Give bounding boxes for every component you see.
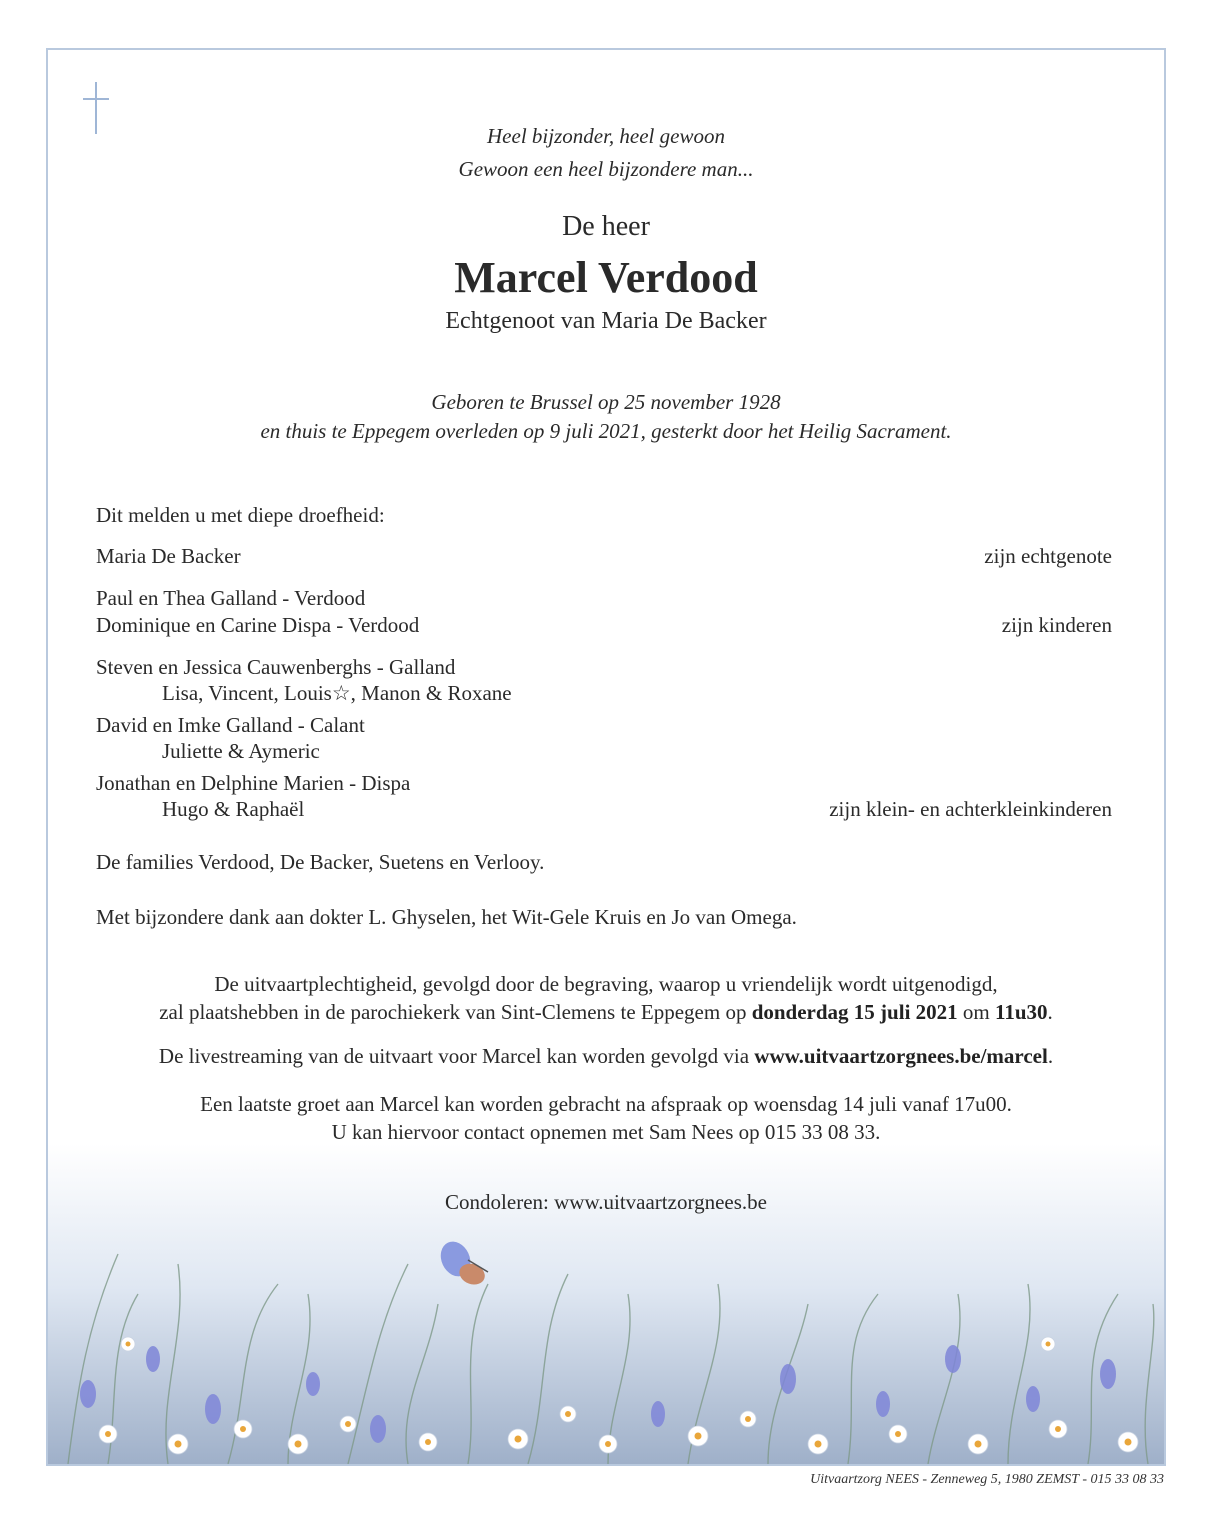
- mourner-name: Maria De Backer: [96, 544, 241, 568]
- relation-label: zijn echtgenote: [984, 544, 1112, 568]
- visit-line-2: U kan hiervoor contact opnemen met Sam Nees op 015 33 08 33.: [331, 1120, 881, 1144]
- ceremony-line-2: zal plaatshebben in de parochiekerk van Sint-Clemens te Eppegem op donderdag 15 juli 2021 om 11u30.: [159, 1000, 1053, 1024]
- family-children: Lisa, Vincent, Louis☆, Manon & Roxane: [162, 681, 512, 705]
- spouse-line: Echtgenoot van Maria De Backer: [445, 308, 767, 334]
- quote-line-1: Heel bijzonder, heel gewoon: [487, 124, 725, 148]
- family-children: Juliette & Aymeric: [162, 739, 320, 763]
- mourner-spouse: [96, 543, 1112, 570]
- funeral-home-footer: Uitvaartzorg NEES - Zenneweg 5, 1980 ZEMST - 015 33 08 33: [810, 1472, 1164, 1487]
- announcement-intro: Dit melden u met diepe droefheid:: [96, 503, 385, 527]
- obituary-card: [46, 48, 1166, 1466]
- mourner-name: Paul en Thea Galland - Verdood: [96, 586, 366, 610]
- family-parents: Jonathan en Delphine Marien - Dispa: [96, 771, 411, 795]
- life-dates: [48, 388, 1164, 446]
- death-line: en thuis te Eppegem overleden op 9 juli 2021, gesterkt door het Heilig Sacrament.: [260, 419, 952, 443]
- family-parents: Steven en Jessica Cauwenberghs - Galland: [96, 655, 456, 679]
- visit-info: [48, 1090, 1164, 1146]
- condolences-line: Condoleren: www.uitvaartzorgnees.be: [445, 1190, 767, 1214]
- ceremony-date: donderdag 15 juli 2021: [751, 1000, 958, 1024]
- relation-label: zijn kinderen: [1001, 613, 1112, 637]
- deceased-name: Marcel Verdood: [454, 253, 758, 302]
- ceremony-line-1: De uitvaartplechtigheid, gevolgd door de begraving, waarop u vriendelijk wordt uitgenodigd,: [214, 972, 998, 996]
- livestream-link[interactable]: www.uitvaartzorgnees.be/marcel: [754, 1044, 1048, 1068]
- family-parents: David en Imke Galland - Calant: [96, 713, 365, 737]
- ceremony-info: [48, 970, 1164, 1026]
- families-line: De families Verdood, De Backer, Suetens en Verlooy.: [96, 850, 545, 874]
- thanks-line: Met bijzondere dank aan dokter L. Ghyselen, het Wit-Gele Kruis en Jo van Omega.: [96, 905, 797, 929]
- mourner-grandchildren: [96, 654, 1112, 822]
- visit-line-1: Een laatste groet aan Marcel kan worden gebracht na afspraak op woensdag 14 juli vanaf 17u00.: [200, 1092, 1012, 1116]
- ceremony-time: 11u30: [995, 1000, 1048, 1024]
- mourner-name: Dominique en Carine Dispa - Verdood: [96, 613, 420, 637]
- family-children: Hugo & Raphaël: [162, 797, 305, 821]
- relation-label: zijn klein- en achterkleinkinderen: [829, 797, 1112, 821]
- quote-line-2: Gewoon een heel bijzondere man...: [458, 157, 754, 181]
- livestream-info: De livestreaming van de uitvaart voor Marcel kan worden gevolgd via www.uitvaartzorgnees.be/marcel.: [158, 1044, 1054, 1068]
- birth-line: Geboren te Brussel op 25 november 1928: [431, 390, 781, 414]
- opening-quote: [48, 120, 1164, 186]
- mourner-children: [96, 585, 1112, 639]
- deceased-title: De heer: [562, 211, 650, 242]
